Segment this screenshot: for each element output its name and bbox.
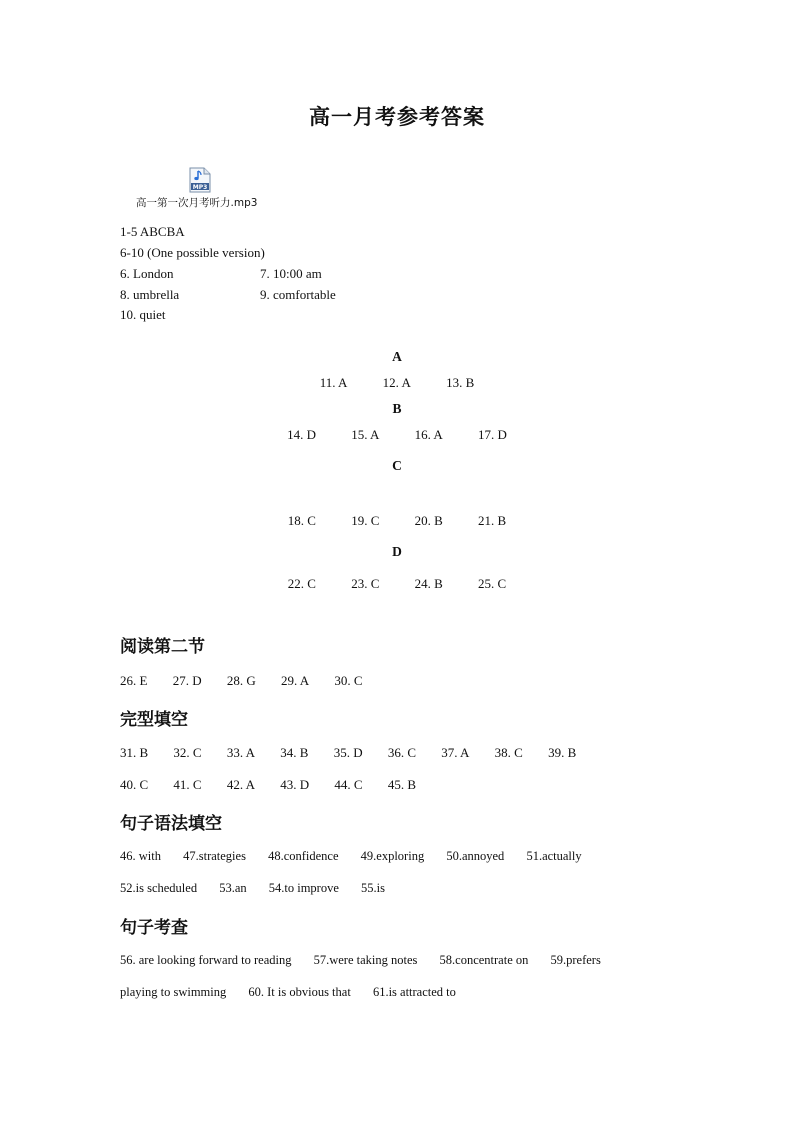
reading2-heading: 阅读第二节 bbox=[120, 637, 205, 657]
answer-item: 40. C bbox=[120, 777, 149, 792]
answer-item: 12. A bbox=[382, 375, 411, 390]
answer-item: 57.were taking notes bbox=[313, 953, 418, 967]
answer-9: 9. comfortable bbox=[260, 287, 336, 302]
answer-item: 13. B bbox=[446, 375, 475, 390]
answer-item: 54.to improve bbox=[268, 881, 339, 895]
answer-item: 15. A bbox=[351, 427, 380, 442]
grammar-heading: 句子语法填空 bbox=[120, 814, 222, 834]
cloze-answers-row-1 bbox=[120, 745, 598, 761]
answer-item: 45. B bbox=[387, 777, 416, 792]
reading-section-b-label: B bbox=[392, 401, 402, 416]
answer-item: 53.an bbox=[219, 881, 247, 895]
answer-item: 37. A bbox=[441, 745, 470, 760]
answer-item: 49.exploring bbox=[360, 849, 425, 863]
answer-item: 22. C bbox=[287, 576, 316, 591]
answer-item: 21. B bbox=[478, 513, 507, 528]
answer-item: 46. with bbox=[120, 849, 161, 863]
answer-item: 38. C bbox=[494, 745, 523, 760]
answer-item: 17. D bbox=[478, 427, 507, 442]
answer-item: 42. A bbox=[226, 777, 256, 792]
answer-item: 28. G bbox=[226, 673, 256, 688]
answer-item: 51.actually bbox=[526, 849, 582, 863]
answer-item: 32. C bbox=[173, 745, 202, 760]
answer-item: 56. are looking forward to reading bbox=[120, 953, 292, 967]
reading-section-a-answers bbox=[0, 375, 794, 391]
answer-item: 14. D bbox=[287, 427, 316, 442]
answer-item: 35. D bbox=[333, 745, 363, 760]
answer-item: 61.is attracted to bbox=[372, 985, 456, 999]
reading-section-a-label: A bbox=[392, 349, 402, 364]
listening-line-1: 1-5 ABCBA bbox=[120, 224, 185, 239]
listening-line-2: 6-10 (One possible version) bbox=[120, 245, 265, 260]
answer-item: 19. C bbox=[351, 513, 380, 528]
reading2-answers bbox=[120, 673, 385, 689]
mp3-icon-text: MP3 bbox=[192, 184, 208, 191]
answer-item: 29. A bbox=[280, 673, 310, 688]
sentences-heading: 句子考查 bbox=[120, 918, 188, 938]
answer-item: 39. B bbox=[548, 745, 577, 760]
reading-section-c-answers bbox=[0, 513, 794, 529]
answer-item: 44. C bbox=[334, 777, 363, 792]
sentences-answers-row-2 bbox=[120, 985, 475, 1000]
sentences-answers-row-1 bbox=[120, 953, 620, 968]
answer-item: 24. B bbox=[414, 576, 443, 591]
answer-item: 47.strategies bbox=[183, 849, 246, 863]
answer-8: 8. umbrella bbox=[120, 287, 180, 302]
answer-item: 60. It is obvious that bbox=[248, 985, 351, 999]
reading-section-c-label: C bbox=[392, 458, 402, 473]
reading-section-d-answers bbox=[0, 576, 794, 592]
answer-item: 50.annoyed bbox=[446, 849, 505, 863]
answer-7: 7. 10:00 am bbox=[260, 266, 322, 281]
answer-item: 26. E bbox=[120, 673, 148, 688]
answer-6: 6. London bbox=[120, 266, 174, 281]
answer-item: 55.is bbox=[361, 881, 385, 895]
answer-item: 43. D bbox=[280, 777, 310, 792]
answer-item: 41. C bbox=[173, 777, 202, 792]
reading-section-d-label: D bbox=[392, 544, 402, 559]
answer-item: 11. A bbox=[319, 375, 348, 390]
page-title: 高一月考参考答案 bbox=[309, 105, 485, 129]
reading-section-b-answers bbox=[0, 427, 794, 443]
answer-item: 18. C bbox=[287, 513, 316, 528]
grammar-answers-row-1 bbox=[120, 849, 601, 864]
answer-item: 30. C bbox=[334, 673, 363, 688]
answer-item: 59.prefers bbox=[550, 953, 601, 967]
answer-item: 25. C bbox=[478, 576, 507, 591]
answer-item: 34. B bbox=[280, 745, 309, 760]
answer-item: 33. A bbox=[226, 745, 256, 760]
answer-item: 27. D bbox=[172, 673, 202, 688]
answer-item: 16. A bbox=[414, 427, 443, 442]
answer-10: 10. quiet bbox=[120, 307, 166, 322]
answer-item: 20. B bbox=[414, 513, 443, 528]
answer-item: 52.is scheduled bbox=[120, 881, 198, 895]
answer-item: playing to swimming bbox=[120, 985, 227, 999]
answer-item: 58.concentrate on bbox=[439, 953, 529, 967]
grammar-answers-row-2 bbox=[120, 881, 404, 896]
mp3-file-icon[interactable] bbox=[189, 167, 211, 193]
attachment-filename[interactable]: 高一第一次月考听力.mp3 bbox=[136, 197, 258, 209]
answer-item: 36. C bbox=[387, 745, 416, 760]
cloze-heading: 完型填空 bbox=[120, 710, 188, 730]
cloze-answers-row-2 bbox=[120, 777, 438, 793]
answer-item: 48.confidence bbox=[268, 849, 339, 863]
answer-item: 23. C bbox=[351, 576, 380, 591]
answer-item: 31. B bbox=[120, 745, 149, 760]
